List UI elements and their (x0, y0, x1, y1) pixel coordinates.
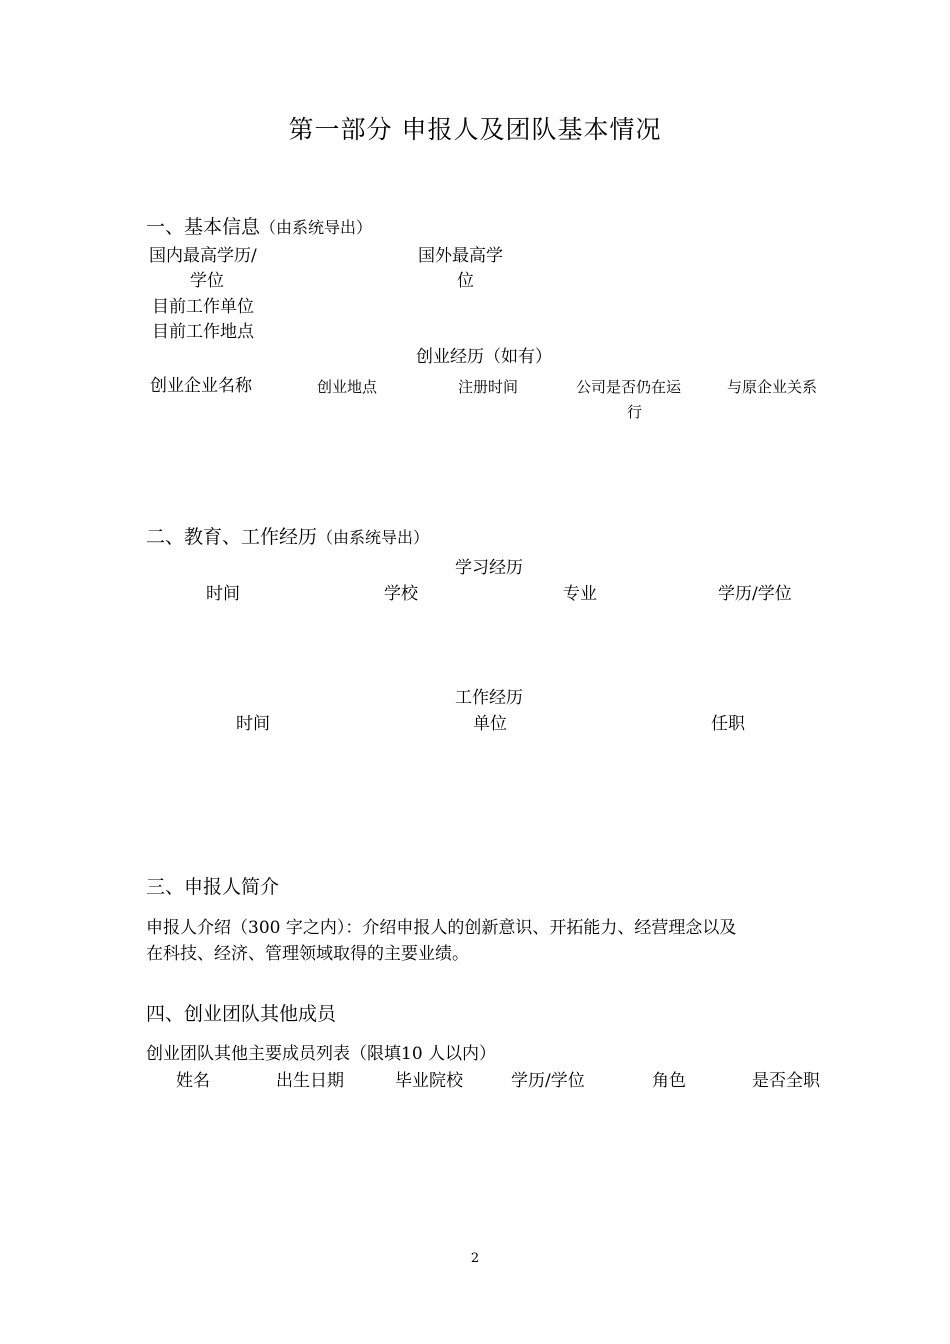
section1-heading (146, 218, 372, 237)
startup-experience-title: 创业经历（如有） (416, 347, 552, 367)
startup-col-name: 创业企业名称 (150, 376, 252, 396)
section3-heading: 三、申报人简介 (146, 876, 280, 898)
work-experience-title: 工作经历 (455, 688, 523, 708)
domestic-degree-label: 国内最高学历/ (149, 246, 257, 266)
section1-heading-text: 一、基本信息 (146, 216, 261, 238)
team-col-name: 姓名 (176, 1071, 210, 1091)
foreign-degree-label-cont: 位 (457, 271, 474, 291)
startup-col-operating: 公司是否仍在运 (576, 378, 682, 396)
work-col-time: 时间 (236, 714, 270, 734)
study-experience-title: 学习经历 (455, 558, 523, 578)
study-col-major: 专业 (563, 584, 597, 604)
current-location-label: 目前工作地点 (152, 322, 254, 342)
startup-col-reg-time: 注册时间 (458, 378, 519, 396)
section2-heading (146, 528, 429, 547)
work-col-employer: 单位 (473, 714, 507, 734)
section2-heading-text: 二、教育、工作经历 (146, 526, 318, 548)
domestic-degree-label-cont: 学位 (190, 271, 224, 291)
team-col-fulltime: 是否全职 (752, 1071, 820, 1091)
foreign-degree-label: 国外最高学 (418, 246, 503, 266)
page-title: 第一部分 申报人及团队基本情况 (288, 115, 662, 144)
applicant-intro-line2: 在科技、经济、管理领域取得的主要业绩。 (146, 944, 469, 964)
team-col-role: 角色 (652, 1071, 686, 1091)
current-employer-label: 目前工作单位 (152, 297, 254, 317)
startup-col-relation: 与原企业关系 (727, 378, 818, 396)
section1-note: （由系统导出） (260, 218, 373, 237)
study-col-degree: 学历/学位 (718, 584, 792, 604)
team-col-school: 毕业院校 (395, 1071, 463, 1091)
study-col-school: 学校 (384, 584, 418, 604)
applicant-intro-line1: 申报人介绍（300 字之内）：介绍申报人的创新意识、开拓能力、经营理念以及 (146, 918, 737, 938)
team-list-title: 创业团队其他主要成员列表（限填10 人以内） (146, 1044, 497, 1064)
study-col-time: 时间 (206, 584, 240, 604)
startup-col-location: 创业地点 (317, 378, 378, 396)
page-number: 2 (470, 1251, 480, 1266)
section4-heading: 四、创业团队其他成员 (146, 1003, 337, 1025)
team-col-degree: 学历/学位 (511, 1071, 585, 1091)
section2-note: （由系统导出） (317, 528, 430, 547)
work-col-position: 任职 (711, 714, 745, 734)
startup-col-operating-cont: 行 (627, 403, 643, 421)
team-col-birthdate: 出生日期 (276, 1071, 344, 1091)
